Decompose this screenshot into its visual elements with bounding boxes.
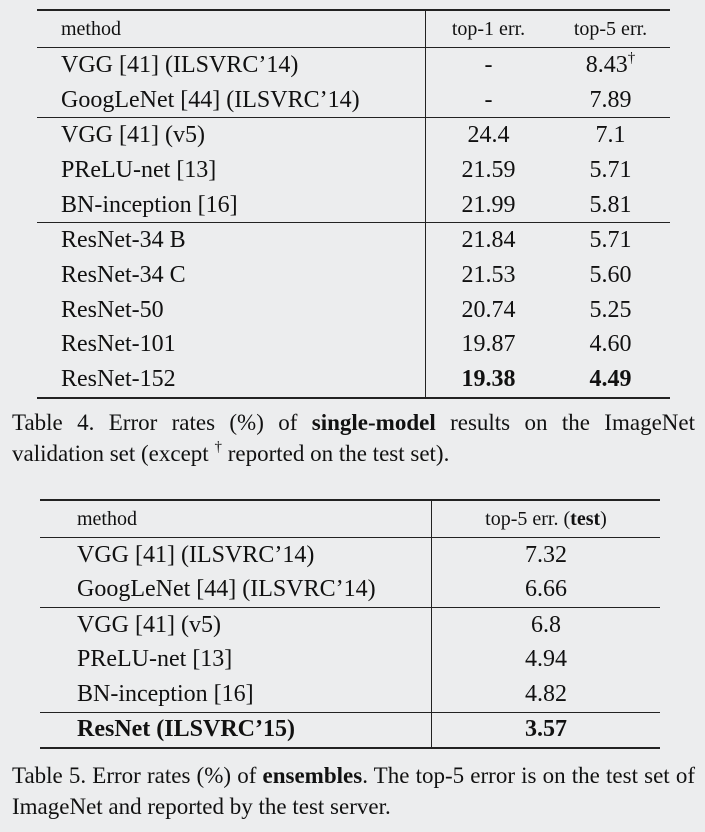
table-row (37, 48, 670, 83)
cell-top5: 5.71 (589, 156, 632, 183)
header-method: method (37, 10, 426, 48)
cell-method: BN-inception [16] (77, 680, 254, 707)
cell-top1: 21.99 (426, 188, 552, 223)
cell-top1: 21.84 (426, 223, 552, 258)
cell-top5: 7.1 (551, 118, 670, 153)
cell-top1-best: 19.38 (426, 362, 552, 398)
cell-top5: 4.82 (432, 677, 661, 712)
table-row (37, 118, 670, 153)
header-bold-text: test (570, 507, 601, 530)
cell-top1: 21.59 (426, 153, 552, 188)
cell-top5-best: 4.49 (589, 366, 632, 393)
cell-top5: 5.81 (589, 191, 632, 218)
cell-top1: - (426, 48, 552, 83)
cell-top5: 5.25 (589, 296, 632, 323)
cell-method: ResNet-34 B (37, 223, 426, 258)
cell-top5-best: 3.57 (432, 712, 661, 748)
caption-label: Table 5. (12, 763, 87, 788)
cell-method: ResNet-101 (61, 331, 176, 358)
dagger-mark: † (627, 49, 636, 66)
header-text: ) (600, 507, 607, 530)
header-top5-test-err (432, 500, 661, 538)
cell-method: ResNet-34 C (61, 261, 186, 288)
cell-method: ResNet-50 (61, 296, 164, 323)
cell-top5: 5.71 (551, 223, 670, 258)
cell-top5: 7.32 (432, 538, 661, 573)
table-5-caption (12, 760, 695, 822)
table-row (37, 362, 670, 398)
table-row (37, 293, 670, 328)
table-row (37, 223, 670, 258)
caption-text: Error rates (%) of (86, 763, 263, 788)
table-header-row (37, 10, 670, 48)
cell-method: GoogLeNet [44] (ILSVRC’14) (61, 86, 360, 113)
cell-top5: 5.60 (589, 261, 632, 288)
cell-top5: 6.8 (432, 608, 661, 643)
cell-method: VGG [41] (ILSVRC’14) (77, 541, 315, 568)
table-row (40, 573, 660, 608)
cell-method: PReLU-net [13] (61, 156, 217, 183)
caption-text: . The top-5 error is on the test set of ImageNet and reported by the test server. (12, 763, 695, 819)
cell-top1: 21.53 (426, 258, 552, 293)
header-top5-err: top-5 err. (551, 10, 670, 48)
cell-top5: 7.89 (589, 86, 632, 113)
cell-method-best: ResNet (ILSVRC’15) (40, 712, 432, 748)
table-5-ensemble-error-rates (40, 499, 660, 749)
cell-top5: 4.94 (432, 643, 661, 678)
header-top1-err: top-1 err. (426, 10, 552, 48)
cell-method: GoogLeNet [44] (ILSVRC’14) (77, 576, 376, 603)
table-row (37, 328, 670, 363)
cell-method: PReLU-net [13] (77, 646, 233, 673)
caption-text: results on the ImageNet validation set (except (12, 410, 695, 466)
cell-top5: 6.66 (432, 573, 661, 608)
cell-top5 (551, 48, 670, 83)
table-row (40, 643, 660, 678)
table-row (37, 258, 670, 293)
cell-top1: 20.74 (426, 293, 552, 328)
cell-method: VGG [41] (v5) (37, 118, 426, 153)
caption-text: reported on the test set). (221, 441, 450, 466)
caption-bold-term: single-model (311, 410, 436, 435)
table-row (40, 712, 660, 748)
header-text: top-5 err. ( (485, 507, 571, 530)
caption-label: Table 4. (12, 410, 95, 435)
cell-method: VGG [41] (v5) (40, 608, 432, 643)
cell-top1: 24.4 (426, 118, 552, 153)
table-header-row (40, 500, 660, 538)
cell-method: VGG [41] (ILSVRC’14) (61, 51, 299, 78)
table-row (40, 677, 660, 712)
cell-top1: - (426, 83, 552, 118)
header-method: method (40, 500, 432, 538)
caption-text: Error rates (%) of (94, 410, 312, 435)
cell-top5: 4.60 (589, 331, 632, 358)
table-row (37, 153, 670, 188)
table-row (40, 608, 660, 643)
cell-method: ResNet-152 (61, 366, 176, 393)
caption-bold-term: ensembles (262, 763, 363, 788)
table-4-caption (12, 407, 695, 469)
table-row (37, 83, 670, 118)
cell-top5-value: 8.43 (585, 51, 628, 78)
cell-top1: 19.87 (426, 328, 552, 363)
dagger-mark: † (214, 439, 222, 455)
cell-method: BN-inception [16] (61, 191, 238, 218)
table-4-single-model-error-rates (37, 9, 670, 399)
table-row (40, 538, 660, 573)
table-row (37, 188, 670, 223)
